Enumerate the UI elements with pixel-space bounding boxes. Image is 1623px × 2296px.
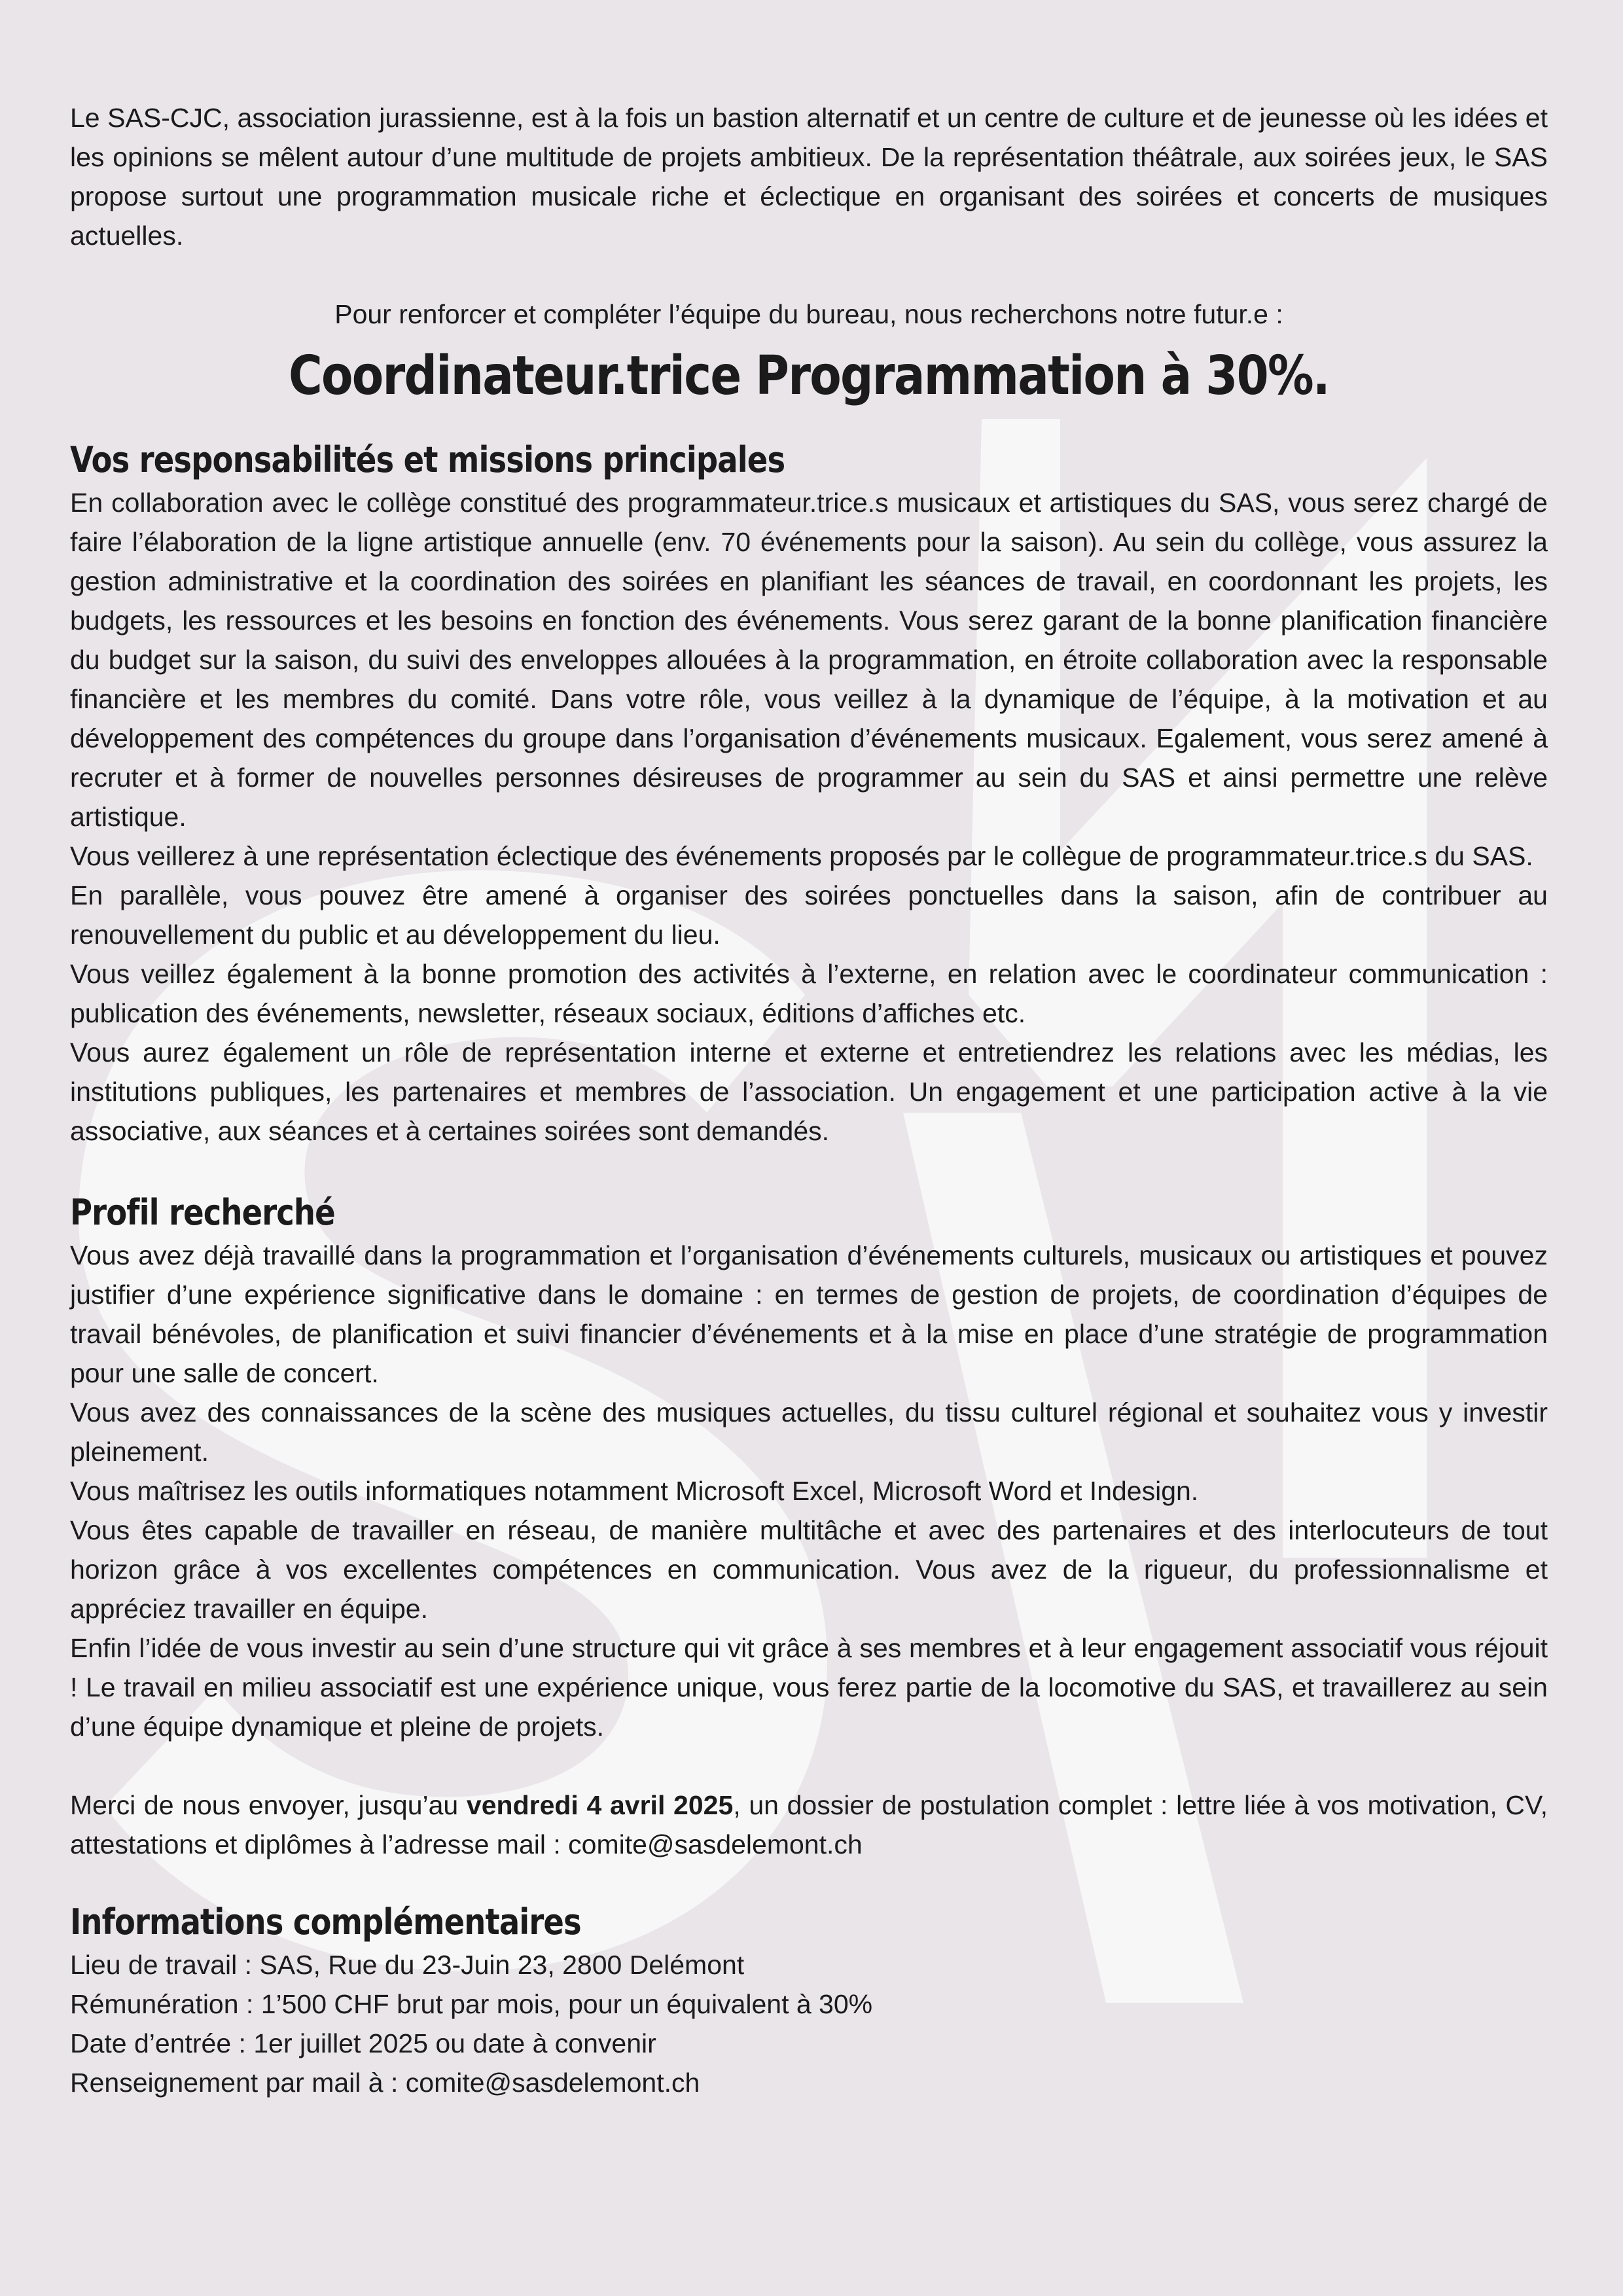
responsibilities-paragraph: En parallèle, vous pouvez être amené à organiser des soirées ponctuelles dans la saison, afin de contribuer au renouvellement du public et au développement du lieu. bbox=[70, 880, 1548, 950]
lead-text: Pour renforcer et compléter l’équipe du bureau, nous recherchons notre futur.e : bbox=[334, 299, 1283, 329]
intro-paragraph: Le SAS-CJC, association jurassienne, est à la fois un bastion alternatif et un centre de culture et de jeunesse où les idées et les opinions se mêlent autour d’une multitude de projets ambitieux. De la représentation théâtrale, aux soirées jeux, le SAS propose surtout une programmation musicale riche et éclectique en organisant des soirées et concerts de musiques actuelles. bbox=[70, 103, 1548, 251]
info-line-workplace: Lieu de travail : SAS, Rue du 23-Juin 23, 2800 Delémont bbox=[70, 1950, 745, 1980]
job-title: Coordinateur.trice Programmation à 30%. bbox=[288, 345, 1330, 407]
job-posting bbox=[70, 98, 1548, 2102]
profile-paragraph: Vous avez des connaissances de la scène des musiques actuelles, du tissu culturel régional et souhaitez vous y investir pleinement. bbox=[70, 1397, 1548, 1467]
profile-paragraph: Vous maîtrisez les outils informatiques notamment Microsoft Excel, Microsoft Word et Indesign. bbox=[70, 1476, 1199, 1506]
profile-paragraph: Vous avez déjà travaillé dans la programmation et l’organisation d’événements culturels, musicaux ou artistiques et pouvez justifier d’une expérience significative dans le domaine : en termes de gestion de projets, de coordination d’équipes de travail bénévoles, de planification et suivi financier d’événements et à la mise en place d’une stratégie de programmation pour une salle de concert. bbox=[70, 1240, 1548, 1388]
info-section bbox=[70, 1899, 1548, 2102]
application-text-before: Merci de nous envoyer, jusqu’au bbox=[70, 1790, 467, 1820]
responsibilities-paragraph: Vous veillerez à une représentation éclectique des événements proposés par le collègue de programmateur.trice.s du SAS. bbox=[70, 841, 1533, 871]
responsibilities-section bbox=[70, 437, 1548, 1151]
responsibilities-paragraph: En collaboration avec le collège constitué des programmateur.trice.s musicaux et artistiques du SAS, vous serez chargé de faire l’élaboration de la ligne artistique annuelle (env. 70 événements pour la saison). Au sein du collège, vous assurez la gestion administrative et la coordination des soirées en planifiant les séances de travail, en coordonnant les projets, les budgets, les ressources et les besoins en fonction des événements. Vous serez garant de la bonne planification financière du budget sur la saison, du suivi des enveloppes allouées à la programmation, en étroite collaboration avec la responsable financière et les membres du comité. Dans votre rôle, vous veillez à la dynamique de l’équipe, à la motivation et au développement des compétences du groupe dans l’organisation d’événements musicaux. Egalement, vous serez amené à recruter et à former de nouvelles personnes désireuses de programmer au sein du SAS et ainsi permettre une relève artistique. bbox=[70, 488, 1548, 832]
info-line-contact: Renseignement par mail à : comite@sasdelemont.ch bbox=[70, 2068, 700, 2098]
info-line-start-date: Date d’entrée : 1er juillet 2025 ou date à convenir bbox=[70, 2028, 656, 2058]
info-heading: Informations complémentaires bbox=[70, 1901, 581, 1943]
application-deadline: vendredi 4 avril 2025 bbox=[466, 1790, 734, 1820]
responsibilities-paragraph: Vous veillez également à la bonne promotion des activités à l’externe, en relation avec le coordinateur communication : publication des événements, newsletter, réseaux sociaux, éditions d’affiches etc. bbox=[70, 959, 1548, 1028]
info-line-salary: Rémunération : 1’500 CHF brut par mois, pour un équivalent à 30% bbox=[70, 1989, 873, 2019]
responsibilities-heading: Vos responsabilités et missions principales bbox=[70, 439, 785, 480]
profile-heading: Profil recherché bbox=[70, 1192, 335, 1233]
profile-paragraph: Vous êtes capable de travailler en réseau, de manière multitâche et avec des partenaires et des interlocuteurs de tout horizon grâce à vos excellentes compétences en communication. Vous avez de la rigueur, du professionnalisme et appréciez travailler en équipe. bbox=[70, 1515, 1548, 1624]
profile-section bbox=[70, 1190, 1548, 1746]
application-paragraph bbox=[70, 1785, 1548, 1864]
responsibilities-paragraph: Vous aurez également un rôle de représentation interne et externe et entretiendrez les relations avec les médias, les institutions publiques, les partenaires et membres de l’association. Un engagement et une participation active à la vie associative, aux séances et à certaines soirées sont demandés. bbox=[70, 1037, 1548, 1146]
profile-paragraph: Enfin l’idée de vous investir au sein d’une structure qui vit grâce à ses membres et à leur engagement associatif vous réjouit ! Le travail en milieu associatif est une expérience unique, vous ferez partie de la locomotive du SAS, et travaillerez au sein d’une équipe dynamique et pleine de projets. bbox=[70, 1633, 1548, 1742]
application-text-after: , un dossier de postulation complet : lettre liée à vos motivation, CV, attestations et diplômes à l’adresse mail : comite@sasdelemont.ch bbox=[70, 1790, 1548, 1859]
